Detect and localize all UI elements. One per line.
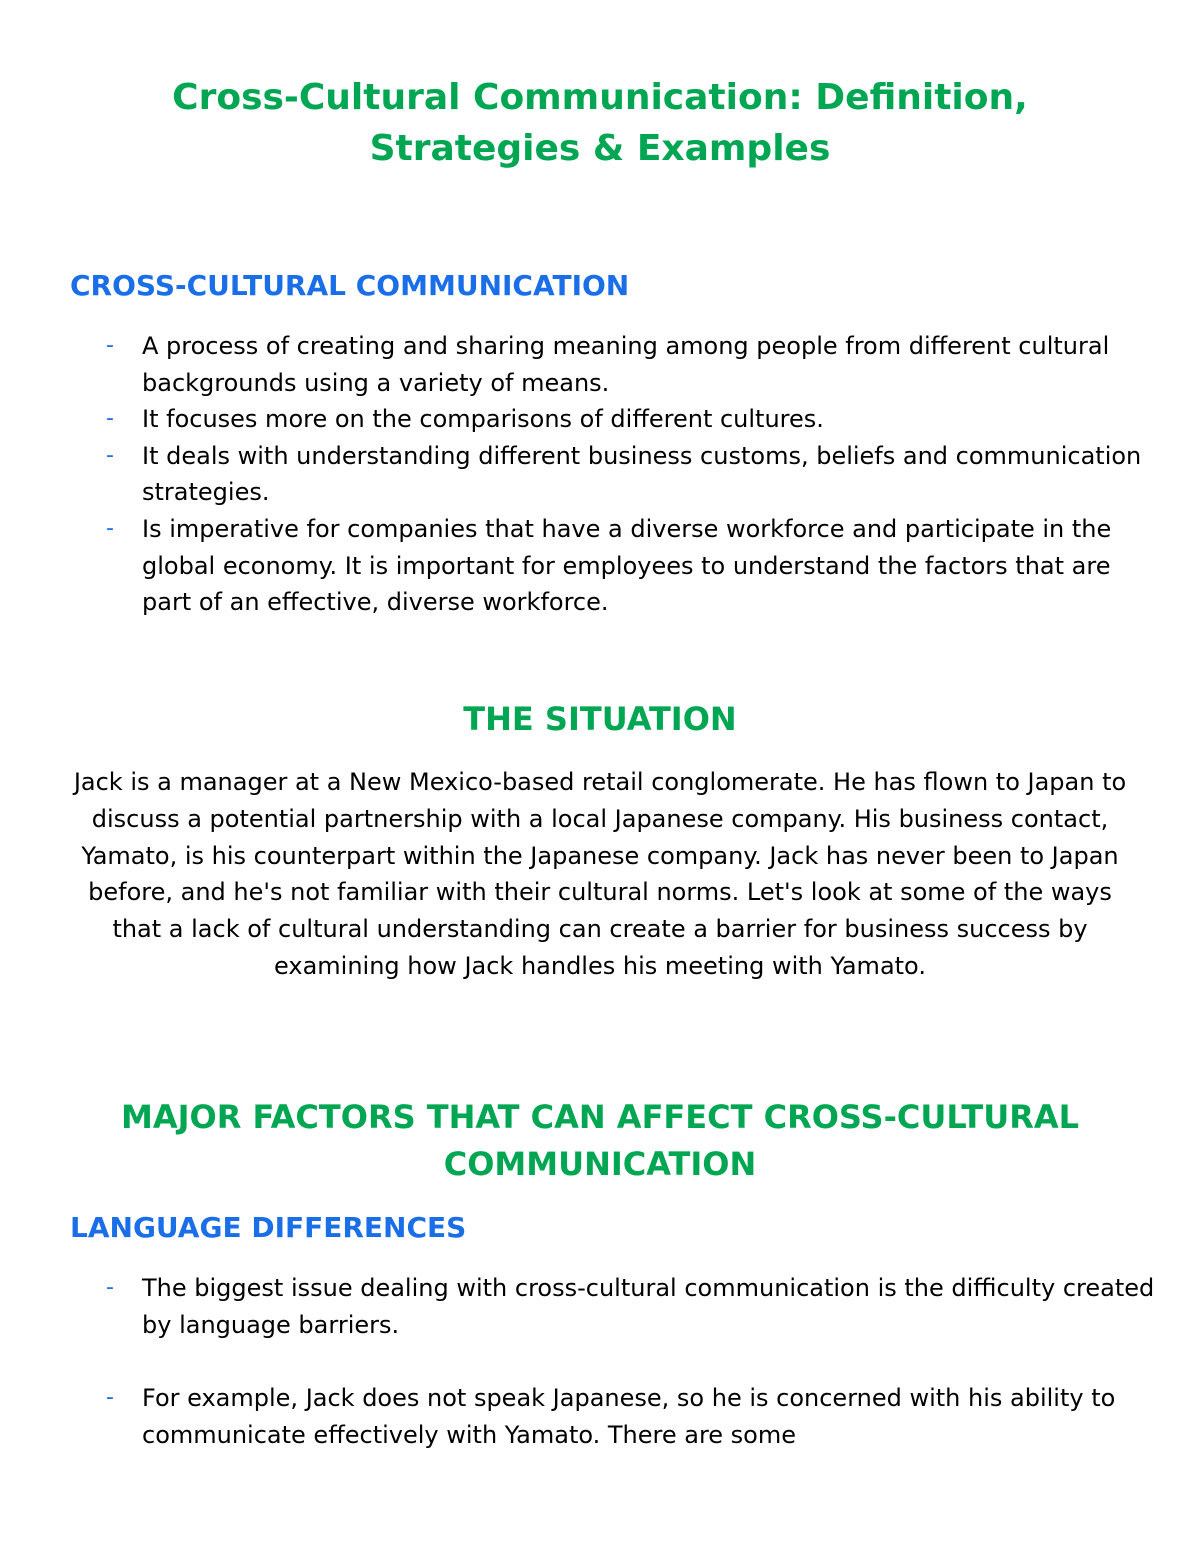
list-item xyxy=(0,511,1200,621)
list-item xyxy=(0,401,1200,438)
section-heading-cross-cultural: CROSS-CULTURAL COMMUNICATION xyxy=(70,269,630,302)
bullet-text: It deals with understanding different business customs, beliefs and communication strategies. xyxy=(142,441,1142,507)
bullet-text: It focuses more on the comparisons of different cultures. xyxy=(142,405,824,434)
bullet-dash: - xyxy=(106,515,114,541)
document-title xyxy=(60,72,1140,174)
bullet-dash: - xyxy=(106,442,114,468)
bullet-dash: - xyxy=(106,406,114,432)
bullet-text: Is imperative for companies that have a diverse workforce and participate in the global economy. It is important for employees to understand the factors that are part of an effective, diverse workforce. xyxy=(142,514,1112,617)
subheading-language-differences: LANGUAGE DIFFERENCES xyxy=(70,1211,467,1244)
language-bullet-list xyxy=(0,1270,1200,1343)
language-example-bullet-list xyxy=(0,1380,1200,1453)
list-item xyxy=(0,1380,1200,1453)
bullet-text: For example, Jack does not speak Japanese, so he is concerned with his ability to communicate effectively with Yamato. There are some xyxy=(142,1384,1116,1449)
bullet-text: The biggest issue dealing with cross-cultural communication is the difficulty created by language barriers. xyxy=(142,1274,1155,1339)
bullet-dash: - xyxy=(106,333,114,358)
section-heading-situation: THE SITUATION xyxy=(463,700,737,738)
title-line-1: Cross-Cultural Communication: Definition, xyxy=(172,77,1028,118)
list-item xyxy=(0,438,1200,511)
bullet-text: A process of creating and sharing meaning among people from different cultural backgrounds using a variety of means. xyxy=(142,332,1110,397)
list-item xyxy=(0,328,1200,401)
factors-heading-line-2: COMMUNICATION xyxy=(443,1145,757,1183)
section-heading-major-factors xyxy=(40,1094,1160,1188)
factors-heading-line-1: MAJOR FACTORS THAT CAN AFFECT CROSS-CULTURAL xyxy=(120,1098,1080,1136)
situation-paragraph: Jack is a manager at a New Mexico-based retail conglomerate. He has flown to Japan to discuss a potential partnership with a local Japanese company. His business contact, Yamato, is his counterpart within the Japanese company. Jack has never been to Japan before, and he's not familiar with their cultural norms. Let's look at some of the ways that a lack of cultural understanding can create a barrier for business success by examining how Jack handles his meeting with Yamato. xyxy=(73,768,1127,980)
list-item xyxy=(0,1270,1200,1343)
title-line-2: Strategies & Examples xyxy=(369,128,831,169)
bullet-dash: - xyxy=(106,1385,114,1410)
bullet-dash: - xyxy=(106,1275,114,1300)
definition-bullet-list xyxy=(0,328,1200,621)
